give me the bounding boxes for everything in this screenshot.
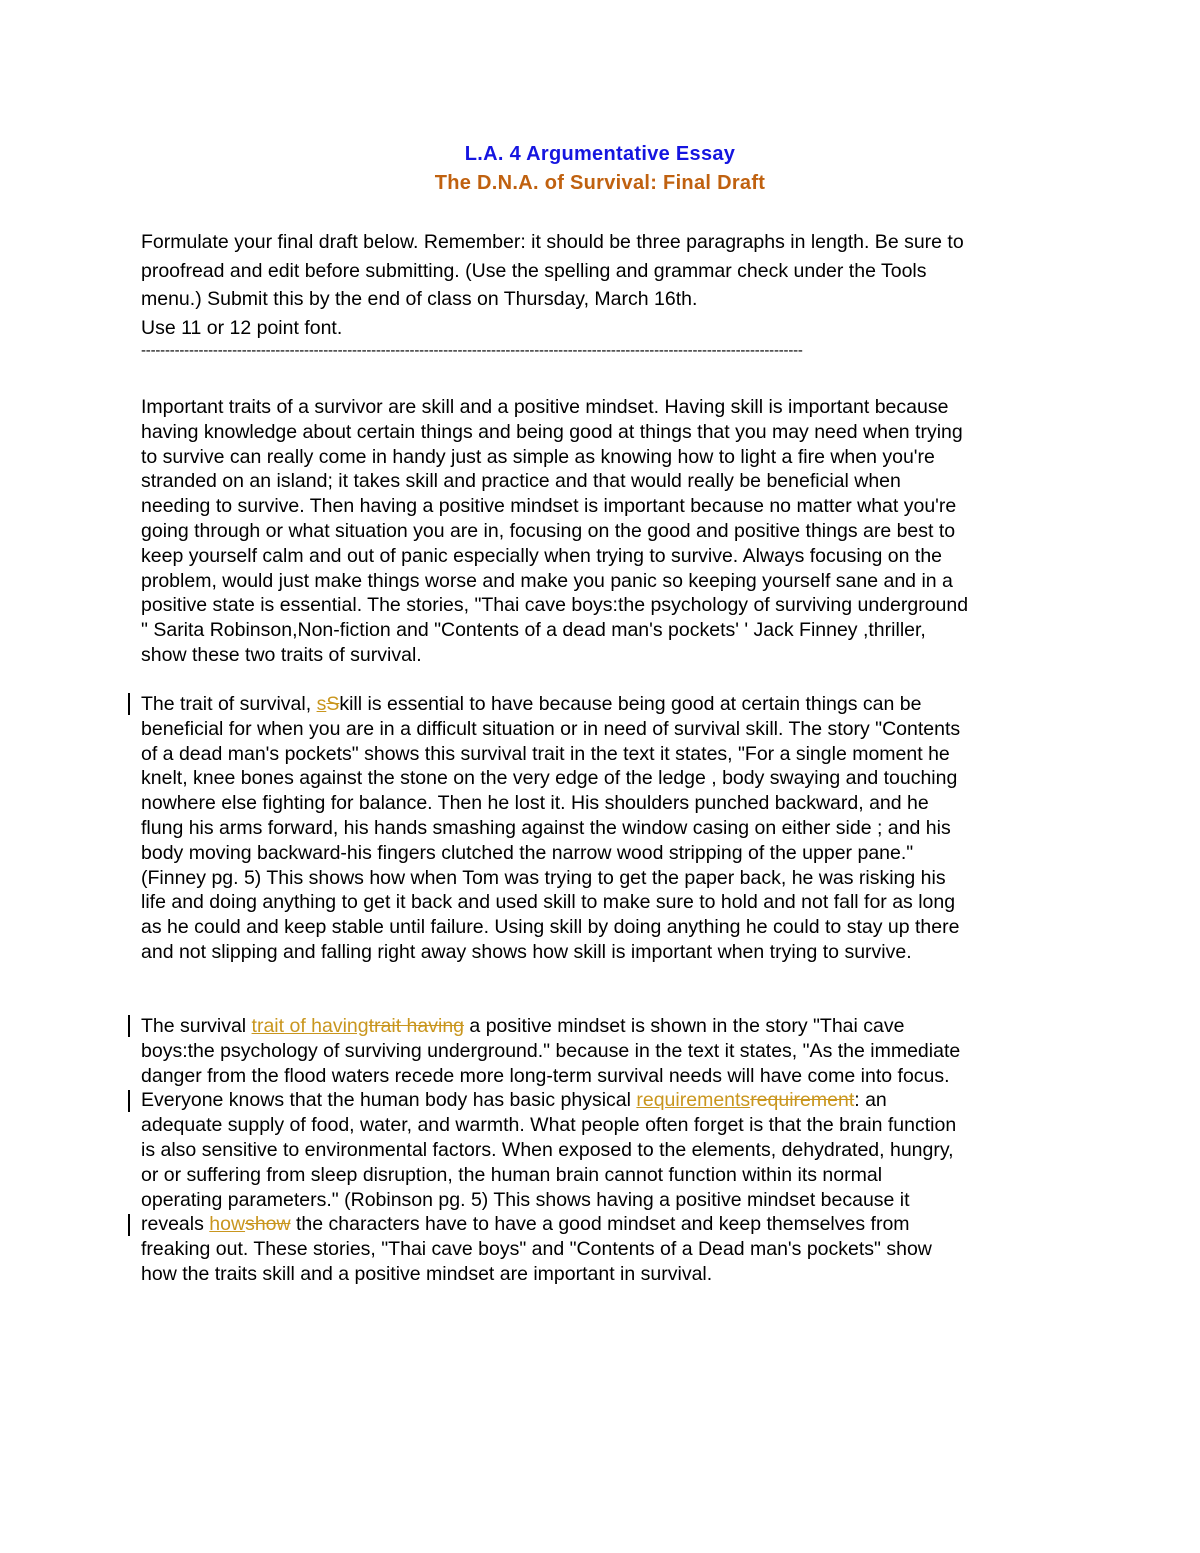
change-bar [128, 693, 130, 715]
text-line: nowhere else fighting for balance. Then he lost it. His shoulders punched backward, and he [141, 792, 929, 815]
tracked-insertion[interactable]: requirements [636, 1089, 751, 1112]
tracked-insertion[interactable]: trait of having [251, 1015, 369, 1037]
text-line: flung his arms forward, his hands smashing against the window casing on either side ; and his [141, 816, 951, 839]
text-line: how the traits skill and a positive mindset are important in survival. [141, 1262, 713, 1285]
text-line: going through or what situation you are in, focusing on the good and positive things are best to [141, 519, 956, 542]
tracked-insertion[interactable]: how [209, 1213, 246, 1236]
text-run: the characters have to have a good mindset and keep themselves from [290, 1213, 910, 1236]
tracked-deletion[interactable]: show [245, 1213, 291, 1236]
document-subtitle: The D.N.A. of Survival: Final Draft [434, 172, 766, 194]
change-bar [128, 1090, 130, 1112]
text-line: operating parameters." (Robinson pg. 5) This shows having a positive mindset because it [141, 1188, 910, 1211]
tracked-deletion[interactable]: requirement [750, 1089, 855, 1112]
text-line [141, 1212, 1081, 1237]
text-run: kill is essential to have because being good at certain things can be [339, 693, 922, 715]
text-line: body moving backward-his fingers clutched the narrow wood stripping of the upper pane." [141, 841, 914, 864]
text-line: is also sensitive to environmental factors. When exposed to the elements, dehydrated, hungry, [141, 1138, 954, 1161]
text-run: a positive mindset is shown in the story "Thai cave [464, 1015, 905, 1037]
change-bar [128, 1015, 130, 1037]
text-line: problem, would just make things worse and make you panic so keeping yourself sane and in a [141, 569, 953, 592]
instruction-line: Formulate your final draft below. Remember: it should be three paragraphs in length. Be sure to [141, 231, 964, 253]
text-run: Everyone knows that the human body has basic physical [141, 1089, 637, 1112]
instruction-line: proofread and edit before submitting. (Use the spelling and grammar check under the Tools [141, 259, 927, 282]
text-run: The trait of survival, [141, 693, 317, 715]
text-line: to survive can really come in handy just as simple as knowing how to light a fire when you're [141, 445, 935, 468]
text-line: adequate supply of food, water, and warmth. What people often forget is that the brain function [141, 1114, 957, 1137]
text-line: or or suffering from sleep disruption, the human brain cannot function within its normal [141, 1163, 883, 1186]
text-line: show these two traits of survival. [141, 643, 422, 666]
text-line [141, 1014, 1081, 1039]
text-line: as he could and keep stable until failure. Using skill by doing anything he could to stay up there [141, 916, 960, 939]
text-line: keep yourself calm and out of panic especially when trying to survive. Always focusing on the [141, 544, 943, 567]
tracked-insertion[interactable]: s [316, 693, 327, 715]
dashed-divider: ------------------------------------------------------------------------------------------------------------------------------------------ [141, 342, 803, 359]
text-run: : an [854, 1089, 887, 1112]
paragraph-skill[interactable] [141, 692, 1081, 965]
change-bar [128, 1214, 130, 1236]
text-line: positive state is essential. The stories, "Thai cave boys:the psychology of surviving underground [141, 594, 969, 617]
text-line: Important traits of a survivor are skill and a positive mindset. Having skill is important because [141, 396, 949, 418]
text-line: danger from the flood waters recede more long-term survival needs will have come into focus. [141, 1064, 950, 1087]
paragraph-intro[interactable] [141, 395, 1081, 668]
text-line: needing to survive. Then having a positive mindset is important because no matter what you're [141, 495, 957, 518]
text-run: The survival [141, 1015, 252, 1037]
text-line: knelt, knee bones against the stone on the very edge of the ledge , body swaying and touching [141, 767, 958, 790]
tracked-deletion[interactable]: S [326, 693, 340, 715]
text-line: stranded on an island; it takes skill and practice and that would really be beneficial when [141, 470, 901, 493]
text-line [141, 692, 1081, 717]
text-line [141, 1088, 1081, 1113]
text-line: " Sarita Robinson,Non-fiction and "Contents of a dead man's pockets' ' Jack Finney ,thriller, [141, 619, 926, 642]
text-line: having knowledge about certain things and being good at things that you may need when trying [141, 420, 963, 443]
tracked-deletion[interactable]: trait having [368, 1015, 465, 1037]
text-line: beneficial for when you are in a difficult situation or in need of survival skill. The story "Contents [141, 717, 961, 740]
instruction-line: Use 11 or 12 point font. [141, 316, 343, 339]
text-line: (Finney pg. 5) This shows how when Tom was trying to get the paper back, he was risking his [141, 866, 946, 889]
text-line: and not slipping and falling right away shows how skill is important when trying to survive. [141, 940, 912, 963]
text-run: reveals [141, 1213, 210, 1236]
text-line: life and doing anything to get it back and used skill to make sure to hold and not fall for as long [141, 891, 956, 914]
instructions [141, 228, 1081, 342]
instruction-line: menu.) Submit this by the end of class on Thursday, March 16th. [141, 288, 698, 310]
text-line: freaking out. These stories, "Thai cave boys" and "Contents of a Dead man's pockets" show [141, 1238, 932, 1261]
text-line: of a dead man's pockets" shows this survival trait in the text it states, "For a single moment he [141, 742, 950, 765]
document-title: L.A. 4 Argumentative Essay [464, 143, 736, 165]
paragraph-mindset[interactable] [141, 1014, 1081, 1287]
text-line: boys:the psychology of surviving underground." because in the text it states, "As the immediate [141, 1039, 961, 1062]
